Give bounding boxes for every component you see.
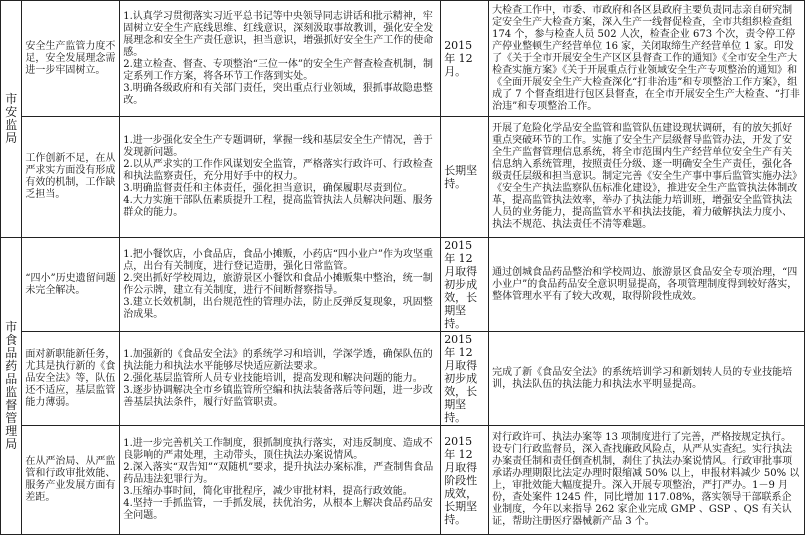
progress-cell: 通过创城食品药品整治和学校周边、旅游景区食品安全专项治理，“四小业户”的食品药品安全意识明显提高，各项管理制度得到较好落实，整体管理水平有了较大改观，取得阶段性成效。 bbox=[489, 238, 805, 332]
deadline-cell: 长期坚持。 bbox=[441, 117, 489, 238]
problem-cell: 工作创新不足，在从严求实方面没有形成有效的机制，工作缺乏担当。 bbox=[22, 117, 120, 238]
measures-cell bbox=[120, 238, 441, 332]
table-row bbox=[1, 426, 805, 535]
table-row bbox=[1, 332, 805, 426]
measures-text: 1.把小餐饮店，小食品店，食品小摊贩，小药店“四小业户”作为攻坚重点，出台有关制度，进行登记造册，强化日常监管。 2.突出抓好学校周边，旅游景区小餐饮和食品小摊贩集中整治，统一制作公示牌，建立有关制度，进行不间断督察指导。 3.建立长效机制，出台规范性的管理办法，防止反弹反复现象，巩固整治成果。 bbox=[123, 248, 433, 320]
measures-text: 1.进一步完善机关工作制度，狠抓制度执行落实，对违反制度、造成不良影响的严肃处理，主动带头，顶住执法办案说情风。 2.深入落实“双告知”“双随机”要求，提升执法办案标准，严查制售食品药品违法犯罪行为。 3.压缩办事时间，简化审批程序，减少审批材料，提高行政效能。 4.坚持一手抓监管，一手抓发展，扶优治劣，从根本上解决食品药品安全问题。 bbox=[123, 438, 434, 521]
problem-cell: 安全生产监管力度不足，安全发展理念需进一步牢固树立。 bbox=[22, 1, 120, 117]
measures-cell bbox=[120, 426, 441, 535]
dept-cell-safety bbox=[1, 1, 22, 238]
table-row bbox=[1, 117, 805, 238]
deadline-cell: 2015 年 12 月取得阶段性成效，长期坚持。 bbox=[441, 426, 489, 535]
problem-cell: 面对新职能新任务，尤其是执行新的《食品安全法》等，队伍还不适应，基层监管能力薄弱。 bbox=[22, 332, 120, 426]
deadline-cell: 2015 年 12 月取得初步成效，长期坚持。 bbox=[441, 238, 489, 332]
dept-cell-food-drug bbox=[1, 238, 22, 535]
deadline-cell: 2015 年 12 月。 bbox=[441, 1, 489, 117]
progress-cell: 完成了新《食品安全法》的系统培训学习和新划转人员的专业技能培训，执法队伍的执法能力和执法水平明显提高。 bbox=[489, 332, 805, 426]
problem-cell: 在从严治局、从严监管和行政审批效能、服务产业发展方面有差距。 bbox=[22, 426, 120, 535]
measures-text: 1.认真学习贯彻落实习近平总书记等中央领导同志讲话和批示精神，牢固树立安全生产底线思维、红线意识，深刻汲取事故教训，强化安全发展理念和安全生产责任意识，担当意识，增强抓好安全生产工作的使命感。 2.建立检查、督查、专项整治“三位一体”的安全生产督查检查机制，制定系列工作方案，将各环节工作落到实处。 3.明确各级政府和有关部门责任，突出重点行业领域，狠抓事故隐患整改。 bbox=[123, 10, 434, 106]
deadline-cell: 2015 年 12 月取得初步成效，长期坚持。 bbox=[441, 332, 489, 426]
measures-cell bbox=[120, 332, 441, 426]
measures-cell bbox=[120, 1, 441, 117]
table-row bbox=[1, 1, 805, 117]
progress-cell: 大检查工作中，市委、市政府和各区县政府主要负责同志亲自研究制定安全生产大检查方案，深入生产一线督促检查，全市共组织检查组 174 个，参与检查人员 502 人次，检查企业 673 个次，责令停工停产停业整顿生产经营单位 16 家，关闭取缔生产经营单位 1 家。印发了《关于全市开展安全生产区区县督查工作的通知》《全市安全生产大检查实施方案》《关于开展重点行业领域安全生产专项整治的通知》和《全面开展安全生产大检查深化“打非治违”和专项整治工作方案》，组成了 7 个督查组进行包区县督查，在全市开展安全生产大检查、“打非治违”和专项整治工作。 bbox=[489, 1, 805, 117]
dept-label: 市食品药品监督管理局 bbox=[5, 319, 18, 451]
measures-text: 1.加强新的《食品安全法》的系统学习和培训，学深学透，确保队伍的执法能力和执法水平能够尽快适应新法要求。 2.强化基层监管所人员专业技能培训，提高发现和解决问题的能力。 3.逐步协调解决全市乡镇监管所空编和执法装备落后等问题，进一步改善基层执法条件，履行好监管职责。 bbox=[123, 348, 433, 408]
measures-text: 1.进一步强化安全生产专题调研，掌握一线和基层安全生产情况，善于发现新问题。 2.以从严求实的工作作风谋划安全监管，严格落实行政许可、行政检查和执法监察责任，充分用好手中的权力。 3.明确监督责任和主体责任，强化担当意识，确保履职尽责到位。 4.大力实施干部队伍素质提升工程，提高监管执法人员解决问题、服务群众的能力。 bbox=[123, 135, 433, 218]
measures-cell bbox=[120, 117, 441, 238]
problem-cell: “四小”历史遗留问题未完全解决。 bbox=[22, 238, 120, 332]
table-row bbox=[1, 238, 805, 332]
dept-label: 市安监局 bbox=[5, 91, 18, 145]
progress-cell: 对行政许可、执法办案等 13 项制度进行了完善，严格按规定执行。设专门行政监督员，深入查找廉政风险点，从严从实查纪。实行执法办案责任制和责任倒查机制，刹住了执法办案说情风。行政审批事项承诺办理期限比法定办理时限缩减 50% 以上，申报材料减少 50% 以上，审批效能大幅度提升。深入开展专项整治，严打严办。1－9 月份，查处案件 1245 件，同比增加 117.08%，落实领导干部联系企业制度，今年以来指导 262 家企业完成 GMP 、GSP 、QS 有关认证，帮助注册医疗器械新产品 3 个。 bbox=[489, 426, 805, 535]
progress-cell: 开展了危险化学品安全监管和监管队伍建设现状调研，有的放矢抓好重点突破环节的工作。实施了安全生产层级督导监管办法，开发了安全生产监督管理信息系统，将全市范围内生产经营单位安全生产有关信息纳入系统管理，按照责任分级、逐一明确安全生产责任，强化各级责任层级和担当意识。制定完善《安全生产事中事后监管实施办法》《安全生产执法监察队伍标准化建设》，推进安全生产监管执法体制改革，提高监管执法效率，举办了执法能力培训班，增强安全监管执法人员的业务能力，提高监管水平和执法技能，着力破解执法力度小、执法不规范、执法责任不清等难题。 bbox=[489, 117, 805, 238]
